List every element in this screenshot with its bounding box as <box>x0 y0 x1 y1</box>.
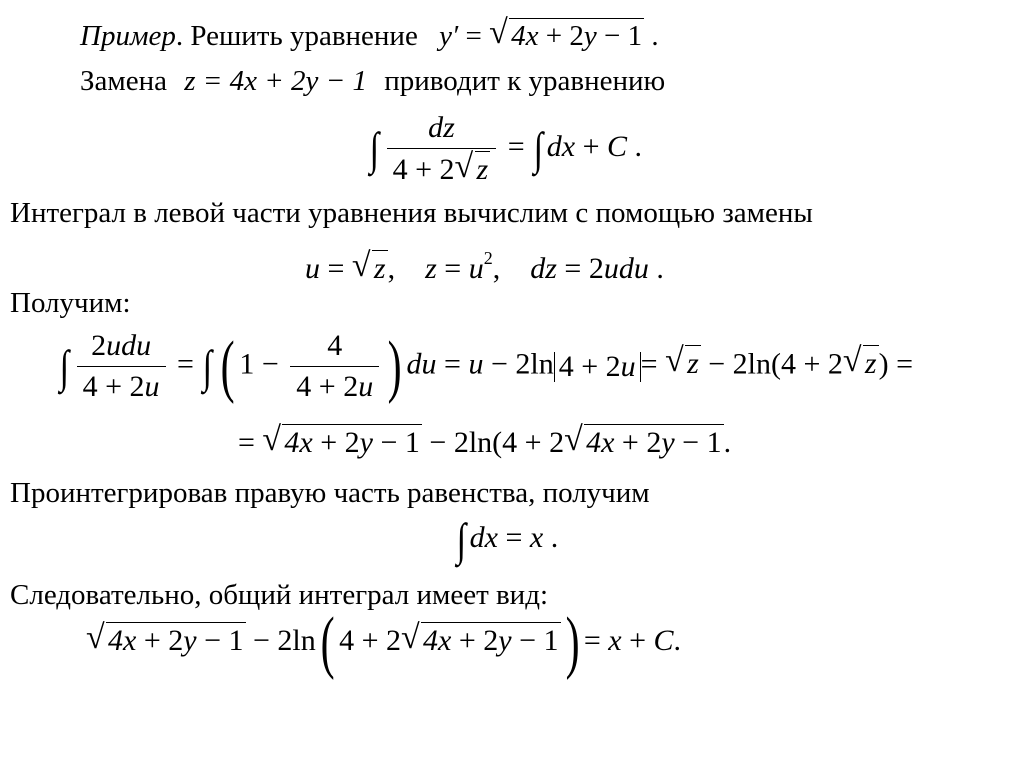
got-line: Получим: <box>10 287 131 319</box>
equation-4: ∫ $\frac{\text{2udu}}{4 + 2u}$ = ∫ ( 1 − $\frac{4}{4 + 2u}$ ) du = u − 2ln 4 + 2u = √ z − 2ln(4 + 2√ z) = <box>58 328 913 405</box>
integrate-right-line: Проинтегрировав правую часть равенства, получим <box>10 477 650 509</box>
equation-2: ∫ $\frac{dz}{4 + 2√ z}$ = ∫ dx + C . <box>368 110 642 188</box>
task-text: . Решить уравнение <box>175 20 418 52</box>
substitution-line <box>80 64 665 98</box>
example-label: Пример <box>80 20 176 52</box>
equation-3: u = √ z, $z = u^2$, dz = 2udu . <box>305 240 664 287</box>
substitution-suffix: приводит к уравнению <box>384 65 666 97</box>
equation-1: y′ = √ 4x + 2y − 1 . <box>439 20 659 52</box>
substitution-prefix: Замена <box>80 65 168 97</box>
conclusion-line: Следовательно, общий интеграл имеет вид: <box>10 579 549 611</box>
equation-6: ∫ dx = x . <box>456 514 559 566</box>
equation-5: = √ 4x + 2y − 1 − 2ln(4 + 2√ 4x + 2y − 1. <box>238 424 731 461</box>
equation-7: √ 4x + 2y − 1 − 2ln( 4 + 2√ 4x + 2y − 1) = x + C. <box>86 622 681 661</box>
integral-method-line: Интеграл в левой части уравнения вычислим с помощью замены <box>10 197 813 229</box>
example-line <box>80 18 659 53</box>
substitution-equation: z = 4x + 2y − 1 <box>184 65 368 97</box>
